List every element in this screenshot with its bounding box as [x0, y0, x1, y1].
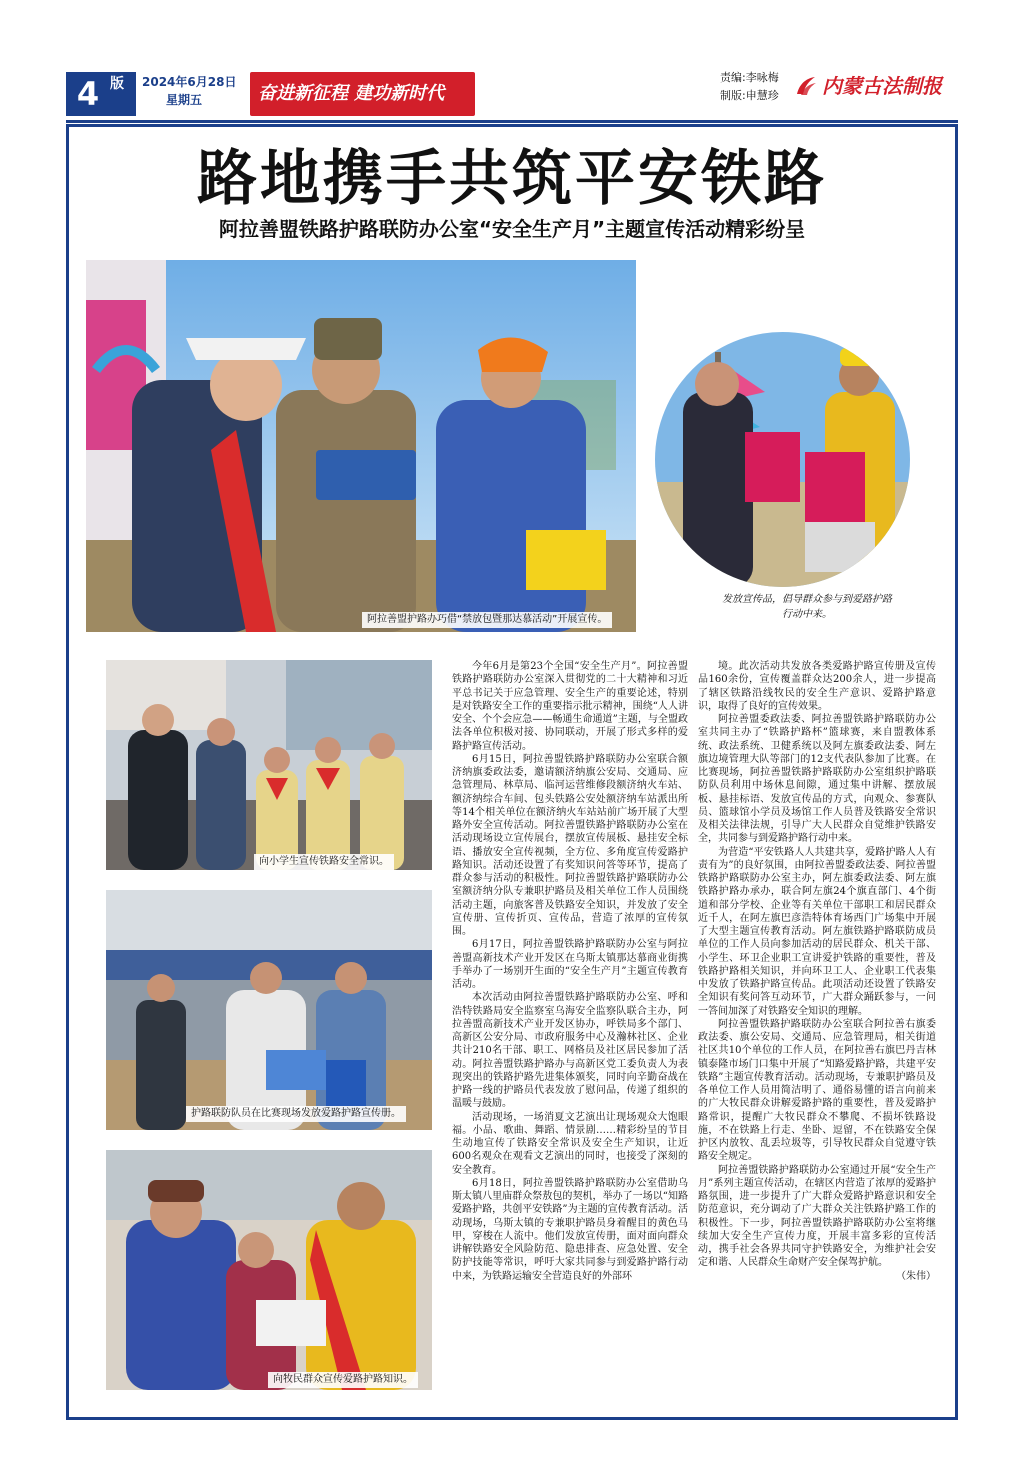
article-paragraph: 阿拉善盟委政法委、阿拉善盟铁路护路联防办公室共同主办了“铁路护路杯”篮球赛，来自盟教体系统、政法系统、卫健系统以及阿左旗委政法委、阿左旗边境管理大队等部门的12支代表队参加了比赛。在比赛现场，阿拉善盟铁路护路联防办公室组织护路联防队员利用中场休息间隙，通过集中讲解、摆放展板、悬挂标语、发放宣传品的方式，向观众、参赛队员、篮球馆小学员及场馆工作人员普及铁路安全常识及相关法律法规，引导广大人民群众自觉维护铁路安全，共同参与到爱路护路行动中来。 — [698, 714, 936, 845]
editor-credit: 责编:李咏梅 — [720, 71, 779, 84]
article-paragraph: 活动现场，一场消夏文艺演出让现场观众大饱眼福。小品、歌曲、舞蹈、情景剧……精彩纷呈的节目生动地宣传了铁路安全常识及安全生产知识，让近600名观众在观看文艺演出的同时，也接受了深刻的安全教育。 — [452, 1111, 688, 1176]
page-suffix: 版 — [110, 76, 124, 92]
article-paragraph: 6月15日，阿拉善盟铁路护路联防办公室联合额济纳旗委政法委，邀请额济纳旗公安局、交通局、应急管理局、林草局、临河运营维修段额济纳火车站、额济纳综合车间、包头铁路公安处额济纳车站派出所等14个相关单位在额济纳火车站站前广场开展了大型路外安全宣传活动。阿拉善盟铁路护路联防办公室在活动现场设立宣传展台，摆放宣传展板、悬挂安全标语、播放安全宣传视频，全方位、多角度宣传爱路护路知识。活动还设置了有奖知识问答等环节，提高了群众参与活动的积极性。阿拉善盟铁路护路联防办公室额济纳分队专兼职护路员及相关单位工作人员围绕活动主题，向旅客普及铁路安全知识，并发放了安全宣传册、宣传折页、宣传品，营造了浓厚的宣传氛围。 — [452, 753, 688, 937]
article-paragraph: 今年6月是第23个全国“安全生产月”。阿拉善盟铁路护路联防办公室深入贯彻党的二十大精神和习近平总书记关于应急管理、安全生产的重要论述，特别是对铁路安全工作的重要指示批示精神，围绕“人人讲安全、个个会应急——畅通生命通道”主题，与全盟政法各单位积极对接、协同联动，开展了形式多样的爱路护路宣传活动。 — [452, 661, 688, 752]
newspaper-name: 内蒙古法制报 — [822, 74, 942, 98]
photo-caption-students: 向小学生宣传铁路安全常识。 — [254, 854, 394, 870]
article-column-1 — [452, 660, 688, 1388]
slogan-text: 奋进新征程 建功新时代 — [258, 83, 445, 104]
header-rule — [66, 120, 958, 123]
article-paragraph: 境。此次活动共发放各类爱路护路宣传册及宣传品160余份，宣传覆盖群众达200余人，进一步提高了辖区铁路沿线牧民的安全生产意识、爱路护路意识，取得了良好的宣传效果。 — [698, 661, 936, 712]
photo-students — [106, 660, 432, 870]
photo-giveaway-round — [655, 332, 910, 587]
article-paragraph: 6月17日，阿拉善盟铁路护路联防办公室与阿拉善盟高新技术产业开发区在乌斯太镇那达慕商业街携手举办了一场别开生面的“安全生产月”主题宣传教育活动。 — [452, 939, 688, 990]
article-paragraph: 6月18日，阿拉善盟铁路护路联防办公室借助乌斯太镇八里庙群众祭敖包的契机，举办了一场以“知路爱路护路，共创平安铁路”为主题的宣传教育活动。活动现场，乌斯太镇的专兼职护路员身着醒目的黄色马甲，穿梭在人流中。他们发放宣传册，面对面向群众讲解铁路安全风险防范、隐患排查、应急处置、安全防护技能等常识，呼吁大家共同参与到爱路护路行动中来，为铁路运输安全营造良好的外部环 — [452, 1177, 688, 1282]
producer-credit: 制版:申慧珍 — [720, 89, 779, 102]
article-author: （朱伟） — [896, 1270, 936, 1282]
article-paragraph: 为营造“平安铁路人人共建共享，爱路护路人人有责有为”的良好氛围，由阿拉善盟委政法委、阿拉善盟铁路护路联防办公室主办，阿左旗委政法委、阿左旗铁路护路办承办，联合阿左旗24个旗直部门、4个街道和部分学校、企业等有关单位干部职工和居民群众近千人，在阿左旗巴彦浩特体育场西门广场集中开展了大型主题宣传教育活动。阿左旗铁路护路联防成员单位的工作人员向参加活动的居民群众、机关干部、小学生、环卫企业职工宣讲爱护铁路的重要性，普及铁路护路相关知识，并向环卫工人、企业职工代表集中发放了铁路护路宣传品。此项活动还设置了铁路安全知识有奖问答互动环节，广大群众踊跃参与，一问一答间加深了对铁路安全知识的理解。 — [698, 846, 936, 1017]
article-paragraph: 阿拉善盟铁路护路联防办公室通过开展“安全生产月”系列主题宣传活动，在辖区内营造了浓厚的爱路护路氛围，进一步提升了广大群众爱路护路意识和安全防范意识，充分调动了广大群众关注铁路护路工作的积极性。下一步，阿拉善盟铁路护路联防办公室将继续加大安全生产宣传力度，开展丰富多彩的宣传活动，携手社会各界共同守护铁路安全，为维护社会安定和谐、人民群众生命财产安全保驾护航。 — [698, 1164, 936, 1269]
issue-weekday: 星期五 — [166, 93, 203, 107]
page-number: 4 — [76, 75, 100, 113]
photo-outreach-booklet — [86, 260, 636, 632]
photo-basketball-game — [106, 890, 432, 1130]
main-title: 路地携手共筑平安铁路 — [197, 144, 827, 214]
newspaper-logo-icon — [794, 74, 818, 98]
photo-caption-basketball: 护路联防队员在比赛现场发放爱路护路宣传册。 — [186, 1106, 406, 1122]
article-paragraph: 本次活动由阿拉善盟铁路护路联防办公室、呼和浩特铁路局安全监察室乌海安全监察队联合主办，阿拉善盟高新技术产业开发区协办，呼铁局多个部门、高新区公安分局、市政府服务中心及瀚林社区、企业共计210名干部、职工、网格员及社区居民参加了活动。阿拉善盟铁路护路办与高新区党工委负责人为表现突出的铁路护路先进集体颁奖，同时向辛勤奋战在护路一线的护路员代表发放了慰问品，传递了组织的温暖与鼓励。 — [452, 992, 688, 1110]
round-photo-caption: 发放宣传品，倡导群众参与到爱路护路行动中来。 — [722, 594, 892, 620]
photo-caption-herders: 向牧民群众宣传爱路护路知识。 — [268, 1372, 418, 1388]
photo-caption: 阿拉善盟护路办巧借“禁放包暨那达慕活动”开展宣传。 — [362, 612, 612, 628]
sub-title: 阿拉善盟铁路护路联防办公室“安全生产月”主题宣传活动精彩纷呈 — [218, 217, 806, 241]
article-paragraph: 阿拉善盟铁路护路联防办公室联合阿拉善右旗委政法委、旗公安局、交通局、应急管理局，相关街道社区共10个单位的工作人员，在阿拉善右旗巴丹吉林镇泰隆市场门口集中开展了“知路爱路护路，共建平安铁路”主题宣传教育活动。活动现场，专兼职护路员及各单位工作人员用简洁明了、通俗易懂的语言向前来的广大牧民群众讲解爱路护路的重要性，普及爱路护路常识，提醒广大牧民群众不攀爬、不损坏铁路设施，不在铁路上行走、坐卧、逗留，不在铁路安全保护区内放牧、乱丢垃圾等，引导牧民群众自觉遵守铁路安全规定。 — [698, 1018, 936, 1163]
article-column-2 — [698, 660, 936, 1388]
photo-herders — [106, 1150, 432, 1390]
issue-date: 2024年6月28日 — [142, 75, 237, 89]
